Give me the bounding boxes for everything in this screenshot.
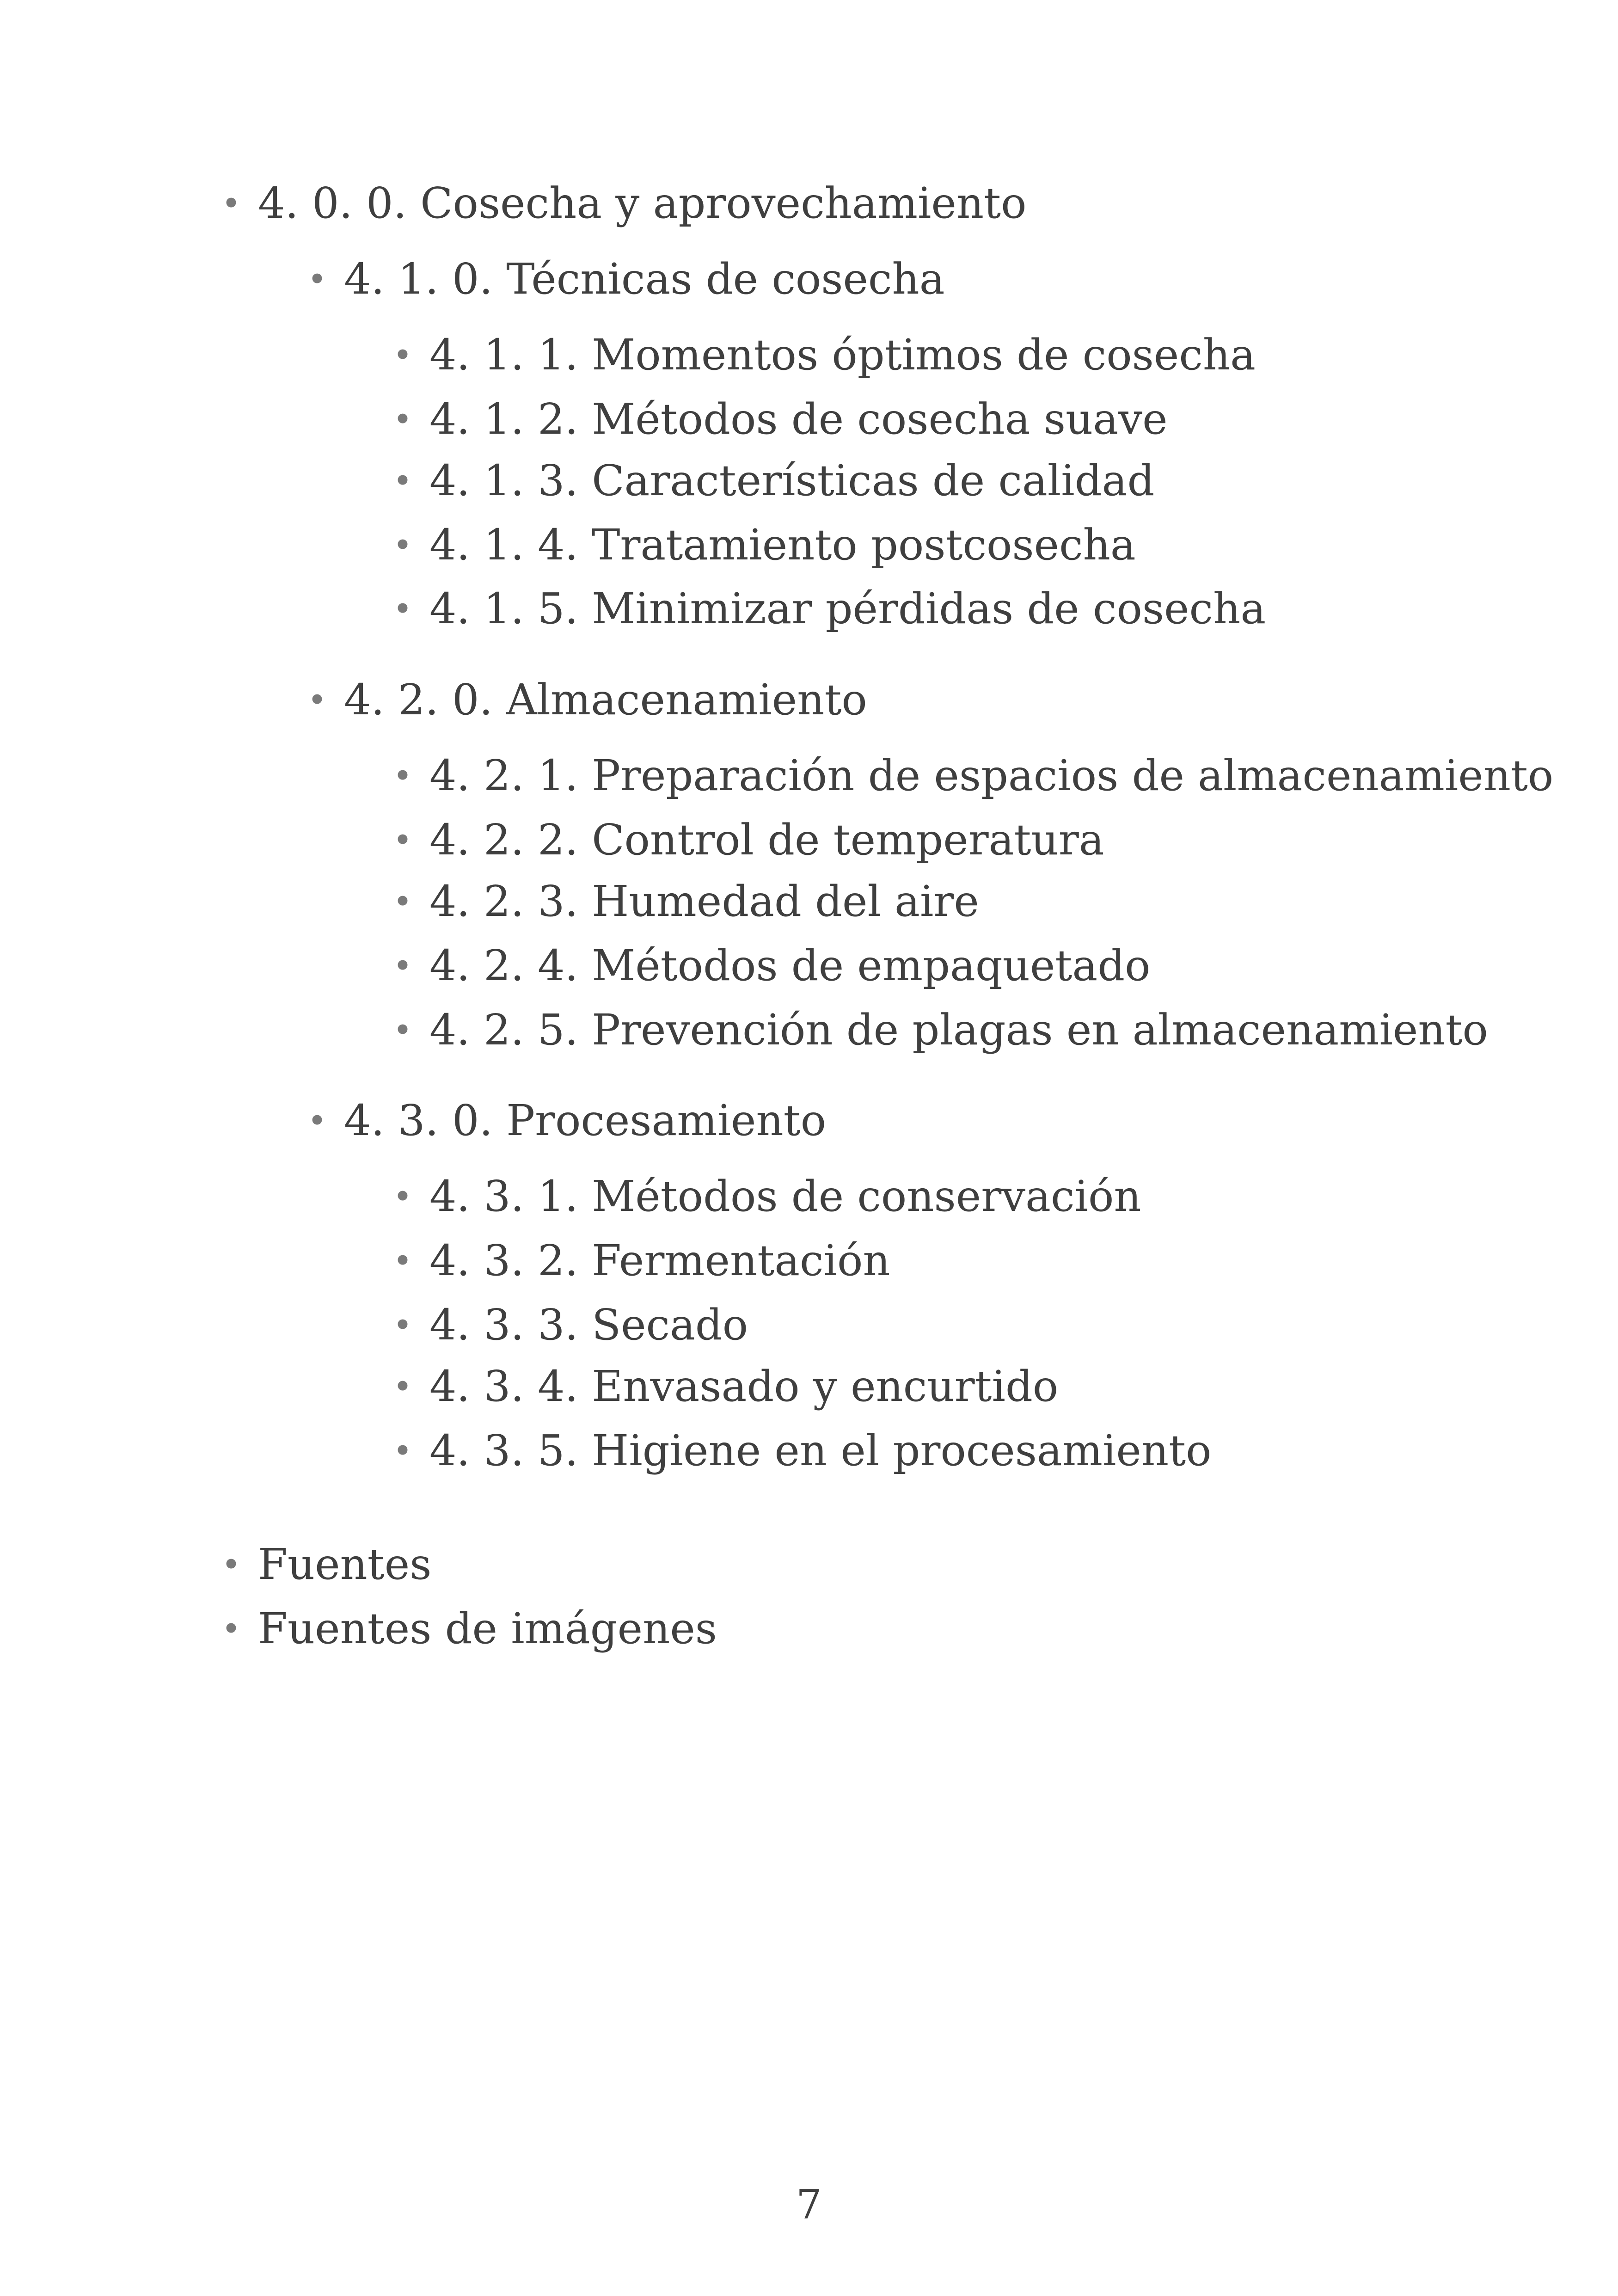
bullet: • bbox=[307, 681, 327, 719]
toc-entry-label: 4. 1. 1. Momentos óptimos de cosecha bbox=[429, 330, 1256, 380]
toc-entry-4-2-1[interactable] bbox=[392, 750, 1554, 801]
toc-entry-label: Fuentes de imágenes bbox=[258, 1604, 717, 1653]
bullet: • bbox=[392, 1367, 413, 1406]
toc-entry-label: 4. 3. 2. Fermentación bbox=[429, 1236, 890, 1285]
toc-entry-4-2-2[interactable] bbox=[392, 815, 1104, 866]
toc-entry-4-1-0[interactable] bbox=[307, 254, 945, 305]
toc-entry-label: 4. 1. 0. Técnicas de cosecha bbox=[344, 254, 945, 304]
toc-entry-label: 4. 0. 0. Cosecha y aprovechamiento bbox=[258, 178, 1027, 228]
toc-entry-label: 4. 3. 5. Higiene en el procesamiento bbox=[429, 1426, 1212, 1475]
toc-entry-fuentes-imagenes[interactable] bbox=[221, 1603, 717, 1654]
toc-entry-4-2-0[interactable] bbox=[307, 675, 867, 725]
bullet: • bbox=[392, 821, 413, 859]
toc-entry-4-1-4[interactable] bbox=[392, 520, 1136, 571]
bullet: • bbox=[392, 882, 413, 921]
bullet: • bbox=[307, 1101, 327, 1140]
toc-entry-label: 4. 1. 3. Características de calidad bbox=[429, 456, 1155, 505]
bullet: • bbox=[392, 526, 413, 565]
bullet: • bbox=[392, 1241, 413, 1280]
toc-entry-4-3-4[interactable] bbox=[392, 1361, 1059, 1412]
bullet: • bbox=[392, 589, 413, 628]
bullet: • bbox=[221, 1545, 241, 1584]
toc-entry-fuentes[interactable] bbox=[221, 1539, 432, 1590]
toc-entry-4-0-0[interactable] bbox=[221, 178, 1027, 229]
toc-entry-4-1-5[interactable] bbox=[392, 583, 1266, 634]
bullet: • bbox=[307, 260, 327, 299]
toc-entry-4-2-5[interactable] bbox=[392, 1005, 1488, 1056]
toc-entry-label: 4. 3. 3. Secado bbox=[429, 1300, 748, 1350]
toc-entry-label: 4. 1. 2. Métodos de cosecha suave bbox=[429, 394, 1168, 444]
bullet: • bbox=[392, 336, 413, 374]
toc-entry-label: 4. 2. 4. Métodos de empaquetado bbox=[429, 941, 1151, 990]
toc-entry-label: 4. 2. 1. Preparación de espacios de almacenamiento bbox=[429, 751, 1554, 800]
toc-entry-label: 4. 2. 3. Humedad del aire bbox=[429, 877, 979, 926]
toc-entry-label: 4. 3. 0. Procesamiento bbox=[344, 1096, 827, 1145]
toc-entry-label: 4. 2. 5. Prevención de plagas en almacenamiento bbox=[429, 1005, 1488, 1055]
bullet: • bbox=[392, 756, 413, 795]
bullet: • bbox=[392, 1306, 413, 1344]
toc-entry-4-3-2[interactable] bbox=[392, 1235, 890, 1286]
toc-entry-label: 4. 2. 0. Almacenamiento bbox=[344, 675, 867, 724]
toc-entry-4-3-0[interactable] bbox=[307, 1095, 827, 1146]
bullet: • bbox=[392, 400, 413, 439]
bullet: • bbox=[392, 946, 413, 985]
toc-entry-label: 4. 1. 4. Tratamiento postcosecha bbox=[429, 520, 1136, 570]
toc-entry-label: Fuentes bbox=[258, 1540, 432, 1589]
bullet: • bbox=[392, 1431, 413, 1470]
toc-entry-label: 4. 1. 5. Minimizar pérdidas de cosecha bbox=[429, 584, 1266, 633]
bullet: • bbox=[221, 1609, 241, 1648]
toc-entry-4-1-2[interactable] bbox=[392, 394, 1168, 445]
bullet: • bbox=[392, 461, 413, 500]
toc-entry-4-2-4[interactable] bbox=[392, 940, 1151, 991]
toc-entry-label: 4. 2. 2. Control de temperatura bbox=[429, 815, 1104, 865]
toc-entry-4-3-1[interactable] bbox=[392, 1171, 1141, 1222]
bullet: • bbox=[392, 1011, 413, 1050]
toc-entry-label: 4. 3. 1. Métodos de conservación bbox=[429, 1172, 1141, 1221]
toc-entry-4-3-5[interactable] bbox=[392, 1425, 1212, 1476]
toc-entry-4-3-3[interactable] bbox=[392, 1300, 748, 1351]
toc-entry-label: 4. 3. 4. Envasado y encurtido bbox=[429, 1362, 1059, 1411]
toc-entry-4-2-3[interactable] bbox=[392, 876, 979, 927]
toc-entry-4-1-1[interactable] bbox=[392, 330, 1256, 381]
bullet: • bbox=[392, 1177, 413, 1216]
toc-entry-4-1-3[interactable] bbox=[392, 455, 1155, 506]
page-number: 7 bbox=[796, 2180, 822, 2228]
bullet: • bbox=[221, 184, 241, 223]
